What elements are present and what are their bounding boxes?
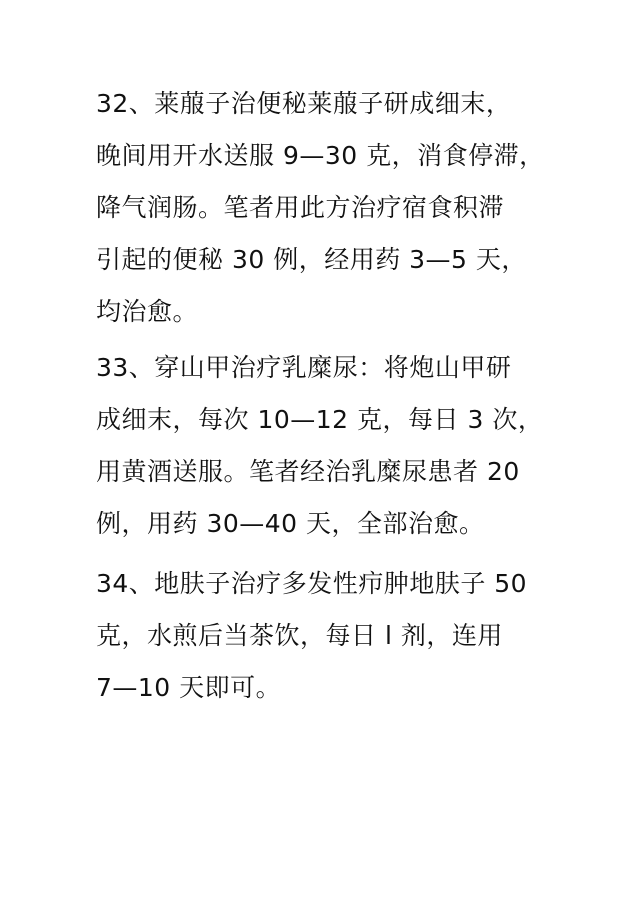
text-line: 例，用药 30—40 天，全部治愈。 bbox=[96, 509, 485, 538]
paragraph-34 bbox=[96, 558, 556, 714]
text-line: 32、莱菔子治便秘莱菔子研成细末， bbox=[96, 89, 512, 118]
text-line: 引起的便秘 30 例，经用药 3—5 天， bbox=[96, 245, 527, 274]
text-line: 均治愈。 bbox=[96, 297, 199, 326]
text-line: 降气润肠。笔者用此方治疗宿食积滞 bbox=[96, 193, 505, 222]
text-line: 成细末，每次 10—12 克，每日 3 次， bbox=[96, 405, 544, 434]
paragraph-33 bbox=[96, 342, 556, 550]
text-line: 晚间用开水送服 9—30 克，消食停滞， bbox=[96, 141, 545, 170]
text-line: 34、地肤子治疗多发性疖肿地肤子 50 bbox=[96, 569, 528, 598]
paragraph-32 bbox=[96, 78, 556, 338]
text-line: 7—10 天即可。 bbox=[96, 673, 282, 702]
text-line: 克，水煎后当茶饮，每日 l 剂，连用 bbox=[96, 621, 503, 650]
text-line: 用黄酒送服。笔者经治乳糜尿患者 20 bbox=[96, 457, 520, 486]
text-line: 33、穿山甲治疗乳糜尿：将炮山甲研 bbox=[96, 353, 512, 382]
